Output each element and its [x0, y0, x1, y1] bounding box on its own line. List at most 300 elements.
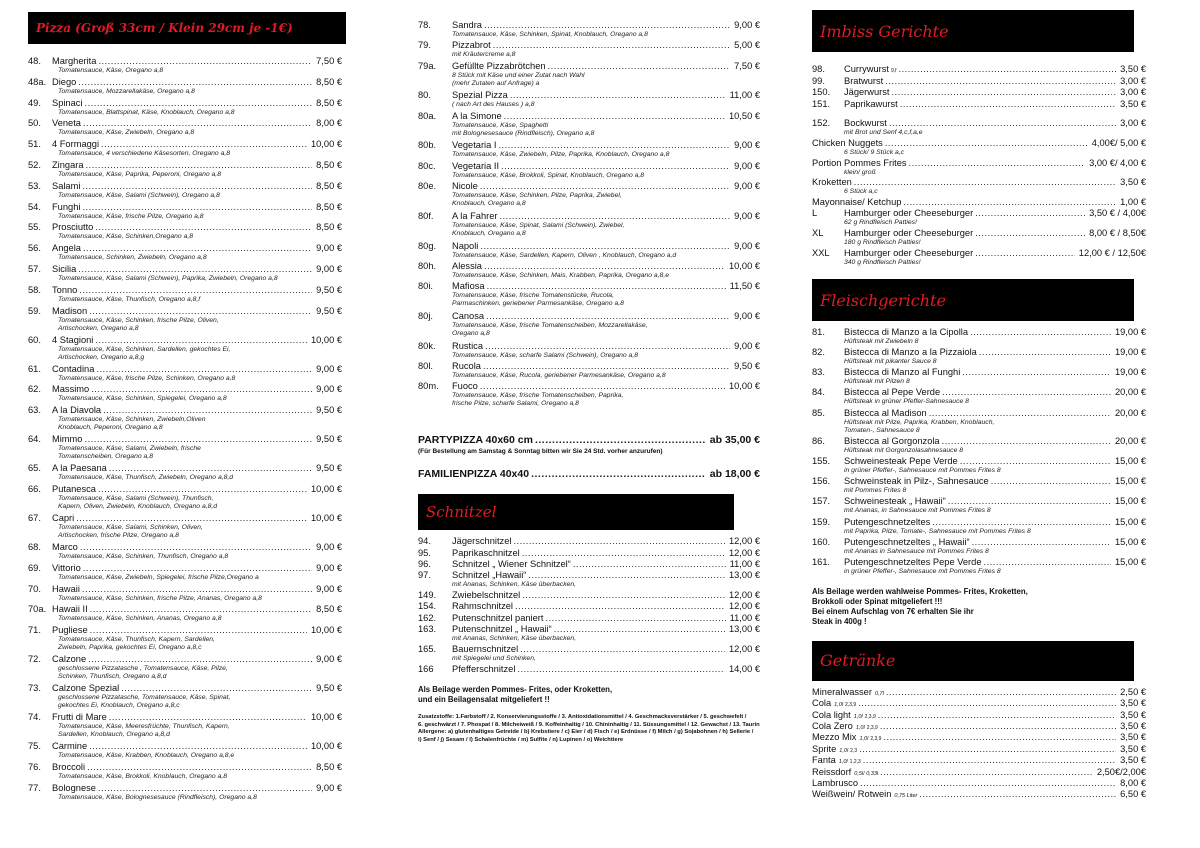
item-number: 65.	[28, 463, 41, 474]
dot-leader	[942, 436, 1111, 447]
item-name: A la Fahrer	[452, 210, 498, 221]
item-description: Tomatensauce, Käse, Schinken, Pilze, Paprika, Zwiebel,	[452, 192, 622, 200]
item-description: Tomatensauce, Käse, Zwiebeln, Spiegelei, frische Pilze,Oregano a	[58, 573, 259, 581]
item-row	[418, 111, 760, 122]
item-description: 6 Stück/ 9 Stück a,c	[844, 148, 905, 156]
zusatz-line: i) Senf / j) Sesam / l) Schalenfrüchte / m) Sulfite / n) Lupinen / o) Weichtiere	[418, 736, 624, 743]
item-price: 12,00 €	[728, 536, 760, 547]
item-row	[418, 601, 760, 612]
item-price: 13,00 €	[728, 624, 760, 635]
item-row: Fanta 1,0l 1,2,3 ..... 3,50 €	[812, 755, 1146, 768]
item-price: 10,00 €	[728, 381, 760, 392]
item-name: Napoli	[452, 240, 479, 251]
item-price: 9,50 €	[316, 683, 342, 694]
item-description: Tomatensauce, Käse, Salami (Schwein), Oregano a,8	[58, 191, 220, 199]
item-number: 80m.	[418, 381, 439, 392]
item-number: 51.	[28, 139, 41, 150]
item-row: Cola 1,0l 2,3,9 ..... 3,50 €	[812, 698, 1146, 711]
item-number: 48a.	[28, 76, 47, 87]
getraenk-item	[812, 755, 1146, 766]
item-row	[28, 335, 342, 346]
item-description: mit Brot und Senf 4,c,f,a,e	[844, 129, 923, 137]
item-price: 3,50 €	[1120, 98, 1146, 109]
item-number: 165.	[418, 644, 437, 655]
item-number: 83.	[812, 367, 825, 378]
item-row	[418, 311, 760, 322]
dot-leader	[483, 361, 730, 372]
pizza-list-2	[418, 20, 760, 411]
dot-leader	[103, 405, 312, 416]
item-description: Tomatensauce, Blattspinat, Käse, Knoblauch, Oregano a,8	[58, 108, 235, 116]
item-description: 8 Stück mit Käse und einer Zutat nach Wahl	[452, 71, 585, 79]
dot-leader	[83, 563, 312, 574]
item-size: 0,5l/ 0,33l	[854, 770, 879, 777]
item-row	[28, 202, 342, 213]
item-number: 154.	[418, 601, 437, 612]
note-line: Steak in 400g !	[812, 616, 867, 626]
item-name: Spezial Pizza	[452, 90, 508, 101]
pizza-item	[28, 306, 342, 335]
item-description: Tomatensauce, Käse, Meeresfrüchte, Thunfisch, Kapern,	[58, 723, 230, 731]
getraenk-item	[812, 721, 1146, 732]
fleisch-item	[812, 436, 1146, 456]
item-row	[418, 613, 760, 624]
item-size: 0,7l	[874, 690, 884, 697]
item-price: 9,00 €	[734, 20, 760, 30]
item-number: 157.	[812, 496, 831, 507]
item-price: 2,50 €	[1120, 686, 1146, 697]
item-row	[812, 99, 1146, 110]
imbiss-item	[812, 208, 1146, 228]
item-row	[28, 384, 342, 395]
item-row: Sprite 1,0l 2,3 ..... 3,50 €	[812, 744, 1146, 757]
item-number: 81.	[812, 327, 825, 338]
dot-leader	[970, 327, 1111, 338]
dot-leader	[548, 61, 731, 72]
item-description: Parmaschinken, geriebener Parmesankäse, Oregano a,8	[452, 300, 624, 308]
item-price: 10,00 €	[310, 334, 342, 345]
dot-leader	[109, 712, 307, 723]
item-name: Schweinesteak „ Hawaii“	[844, 496, 946, 507]
item-description: Kapern, Oliven, Zwiebeln, Knoblauch, Oregano a,8,d	[58, 502, 218, 510]
item-name: Frutti di Mare	[52, 712, 107, 723]
dot-leader	[504, 111, 725, 122]
dot-leader	[480, 241, 730, 252]
item-price: 10,00 €	[310, 741, 342, 752]
item-number: 80b.	[418, 140, 437, 151]
schnitzel-item	[418, 664, 760, 675]
item-price: 3,50 €	[1120, 709, 1146, 720]
item-description: Tomatensauce, Käse, Schinken, Mais, Krabben, Paprika, Oregano a,8,e	[452, 271, 669, 279]
pizza-item	[28, 118, 342, 139]
item-price: 4,00€/ 5,00 €	[1091, 137, 1146, 148]
dot-leader	[480, 181, 730, 192]
item-name: Bistecca di Manzo a la Cipolla	[844, 327, 969, 338]
imbiss-item	[812, 177, 1146, 197]
schnitzel-item	[418, 536, 760, 547]
item-price: 8,50 €	[316, 201, 342, 212]
item-name: Canosa	[452, 311, 485, 322]
item-description: Tomatensauce, Käse, Schinken, Spiegelei, Oregano a,8	[58, 395, 227, 403]
item-name: Mezzo Mix	[812, 732, 857, 743]
item-row	[812, 456, 1146, 467]
item-description: 6 Stück a,c	[844, 188, 878, 196]
partypizza-price: ab 35,00 €	[709, 435, 760, 447]
item-name: Cola light	[812, 709, 851, 720]
item-name: Schnitzel „ Wiener Schnitzel“	[452, 558, 571, 569]
item-name: Bratwurst	[844, 75, 884, 86]
item-row	[812, 778, 1146, 789]
item-name: A la Paesana	[52, 463, 107, 474]
pizza-item	[418, 261, 760, 281]
dot-leader	[900, 99, 1116, 110]
item-description: Zwiebeln, Paprika, gekochtes Ei, Oregano a,8,c	[58, 644, 202, 652]
item-description: Tomatensauce, Käse, Thunfisch, Zwiebeln, Oregano a,8,d	[58, 474, 234, 482]
item-row	[28, 625, 342, 636]
dot-leader	[878, 710, 1116, 721]
item-name: Contadina	[52, 363, 95, 374]
item-price: 3,00 €/ 4,00 €	[1089, 157, 1146, 168]
dot-leader	[510, 90, 726, 101]
dot-leader	[891, 87, 1116, 98]
getraenke-list	[812, 687, 1146, 801]
item-price: 9,00 €	[734, 340, 760, 351]
dot-leader	[889, 118, 1116, 129]
item-name: Reissdorf	[812, 766, 852, 777]
item-price: 10,00 €	[728, 260, 760, 271]
item-price: 15,00 €	[1114, 516, 1146, 527]
item-row	[812, 387, 1146, 398]
dot-leader	[522, 548, 725, 559]
item-name: Putengeschnetzeltes	[844, 516, 931, 527]
item-name: Calzone Spezial	[52, 683, 120, 694]
item-name: Zwiebelschnitzel	[452, 590, 521, 601]
item-name: Bistecca al Pepe Verde	[844, 387, 941, 398]
item-name: Schweinesteak Pepe Verde	[844, 456, 958, 467]
item-name: Weißwein/ Rotwein	[812, 789, 892, 800]
item-row	[28, 264, 342, 275]
item-name: Sprite	[812, 743, 837, 754]
item-price: 20,00 €	[1114, 387, 1146, 398]
schnitzel-item	[418, 548, 760, 559]
item-price: 19,00 €	[1114, 327, 1146, 338]
item-number: 161.	[812, 556, 831, 567]
item-name: Pugliese	[52, 625, 88, 636]
dot-leader	[82, 202, 312, 213]
item-name: Vittorio	[52, 562, 81, 573]
item-row	[28, 463, 342, 474]
dot-leader	[513, 536, 725, 547]
dot-leader	[101, 139, 307, 150]
item-price: 9,00 €	[316, 654, 342, 665]
item-row	[418, 624, 760, 635]
pizza-item	[28, 264, 342, 285]
item-name: Madison	[52, 305, 88, 316]
getraenk-item	[812, 767, 1146, 778]
pizza-item	[28, 604, 342, 625]
item-row	[418, 644, 760, 655]
item-description: Tomatensauce, Käse, Sardellen, Kapern, Oliven , Knoblauch, Oregano a,d	[452, 251, 677, 259]
item-price: 12,00 €	[728, 644, 760, 655]
item-row	[812, 208, 1146, 219]
item-row	[28, 98, 342, 109]
item-size: 1,0l	[839, 747, 849, 754]
item-name: Alessia	[452, 260, 482, 271]
pizza-item	[418, 341, 760, 361]
item-number: 67.	[28, 512, 41, 523]
item-name: Fuoco	[452, 381, 478, 392]
item-number: 95.	[418, 547, 431, 558]
pizza-item	[28, 513, 342, 542]
item-price: 12,00 €	[728, 590, 760, 601]
item-row	[812, 517, 1146, 528]
item-price: 9,00 €	[316, 782, 342, 793]
item-price: 3,00 €	[1120, 87, 1146, 98]
dot-leader	[88, 654, 312, 665]
dot-leader	[89, 306, 312, 317]
item-number: 80j.	[418, 311, 433, 322]
dot-leader	[960, 456, 1111, 467]
imbiss-item	[812, 64, 1146, 76]
item-name: Jägerschnitzel	[452, 536, 512, 547]
item-number: 80k.	[418, 340, 436, 351]
getraenk-item	[812, 778, 1146, 789]
dot-leader	[886, 687, 1116, 698]
item-number: 69.	[28, 562, 41, 573]
item-name: Mafiosa	[452, 281, 485, 292]
item-description: Tomatensauce, Käse, Spinat, Salami (Schwein), Zwiebel,	[452, 221, 625, 229]
item-row	[28, 160, 342, 171]
item-row	[28, 542, 342, 553]
item-price: 9,00 €	[316, 243, 342, 254]
partypizza-row	[418, 435, 760, 446]
pizza-item	[28, 405, 342, 434]
pizza-title: Pizza (Groß 33cm / Klein 29cm je -1€)	[36, 21, 293, 35]
item-row	[812, 327, 1146, 338]
dot-leader	[984, 557, 1111, 568]
getraenk-item	[812, 789, 1146, 800]
item-price: 9,00 €	[734, 181, 760, 192]
dot-leader	[82, 584, 312, 595]
dot-leader	[480, 381, 725, 392]
pizza-item	[28, 741, 342, 762]
item-price: 9,00 €	[316, 384, 342, 395]
pizza-item	[418, 111, 760, 141]
item-price: 9,00 €	[734, 311, 760, 322]
fleisch-item	[812, 347, 1146, 367]
imbiss-item	[812, 118, 1146, 138]
item-number: 149.	[418, 590, 437, 601]
fleisch-item	[812, 408, 1146, 437]
item-number: 151.	[812, 98, 831, 109]
pizza-item	[28, 584, 342, 605]
item-row	[418, 281, 760, 292]
item-name: Chicken Nuggets	[812, 137, 883, 148]
schnitzel-title: Schnitzel	[426, 503, 497, 522]
getraenke-banner	[812, 641, 1134, 681]
item-name: Putengeschnetzeltes Pepe Verde	[844, 556, 982, 567]
item-row	[28, 405, 342, 416]
item-row	[418, 61, 760, 72]
item-row	[418, 559, 760, 570]
schnitzel-item	[418, 570, 760, 590]
dot-leader	[929, 408, 1111, 419]
item-description: mit Ananas, in Sahnesauce mit Pommes Frites 8	[844, 507, 991, 515]
item-price: 3,50 €	[1120, 755, 1146, 766]
item-description: Tomatensauce, Mozzarellakäse, Oregano a,8	[58, 87, 195, 95]
dot-leader	[903, 197, 1116, 208]
pizza-item	[28, 160, 342, 181]
item-description: Tomatensauce, Käse, Rucola, geriebener Parmesankäse, Oregano a,8	[452, 372, 666, 380]
dot-leader	[528, 570, 725, 581]
dot-leader	[859, 744, 1116, 755]
item-number: 80l.	[418, 361, 433, 372]
item-name: Massimo	[52, 384, 90, 395]
dot-leader	[979, 347, 1111, 358]
item-row	[28, 683, 342, 694]
item-name: Prosciutto	[52, 222, 94, 233]
dot-leader	[948, 496, 1111, 507]
item-name: Carmine	[52, 741, 88, 752]
item-row	[28, 222, 342, 233]
pizza-item	[418, 361, 760, 381]
item-row: Cola light 1,0l 2,3,9 ..... 3,50 €	[812, 710, 1146, 723]
item-row	[418, 361, 760, 372]
dot-leader	[90, 604, 312, 615]
item-price: 3,50 €	[1120, 177, 1146, 188]
item-name: Diego	[52, 76, 77, 87]
item-price: 12,00 € / 12,50€	[1078, 247, 1146, 258]
item-description: Tomatensauce, Käse, Krabben, Knoblauch, Oregano a,8,e	[58, 752, 235, 760]
dot-leader	[501, 161, 730, 172]
item-name: Hawaii	[52, 583, 80, 594]
item-description: frische Pilze, scharfe Salami, Oregano a,8	[452, 400, 579, 408]
dot-leader	[493, 40, 730, 51]
item-size: 1,0l	[853, 713, 863, 720]
item-name: Schweinsteak in Pilz-, Sahnesauce	[844, 476, 989, 487]
pizza-item	[418, 40, 760, 60]
pizza-item	[418, 61, 760, 91]
pizza-item	[28, 139, 342, 160]
imbiss-item	[812, 138, 1146, 158]
dot-leader	[82, 181, 312, 192]
item-description: Tomatensauce, Käse, Thunfisch, Kapern, Sardellen,	[58, 636, 215, 644]
item-number: 76.	[28, 761, 41, 772]
item-description: geschlossene Pizzatasche, Tomatensauce, Käse, Spinat,	[58, 694, 231, 702]
dot-leader	[520, 644, 725, 655]
fleisch-beilage-note	[812, 587, 1146, 627]
schnitzel-item	[418, 559, 760, 570]
dot-leader	[883, 732, 1116, 743]
dot-leader	[975, 228, 1085, 239]
pizza-item	[28, 434, 342, 463]
item-description: Tomatensauce, 4 verschiedene Käsesorten, Oregano a,8	[58, 150, 231, 158]
item-name: Bauernschnitzel	[452, 644, 519, 655]
item-row	[812, 476, 1146, 487]
pizza-item	[28, 654, 342, 683]
item-name: Putenschnitzel „ Hawaii“	[452, 624, 552, 635]
dot-leader	[98, 484, 307, 495]
item-description: mit Pommes Frites 8	[844, 487, 907, 495]
item-price: 9,00 €	[316, 263, 342, 274]
item-row	[28, 243, 342, 254]
dot-leader	[909, 158, 1086, 169]
dot-leader	[932, 517, 1111, 528]
dot-leader	[498, 140, 730, 151]
item-price: 8,50 €	[316, 180, 342, 191]
item-row	[418, 536, 760, 547]
item-description: Tomatensauce, Käse, Bolognesesauce (Rindfleisch), Oregano a,8	[58, 793, 257, 801]
item-number: 72.	[28, 654, 41, 665]
pizza-item	[28, 222, 342, 243]
dot-leader	[485, 341, 730, 352]
item-row	[28, 364, 342, 375]
pizza-item	[28, 683, 342, 712]
item-price: 20,00 €	[1114, 407, 1146, 418]
item-number: 80e.	[418, 181, 437, 192]
item-name: Portion Pommes Frites	[812, 157, 907, 168]
item-row	[812, 87, 1146, 98]
item-name: Margherita	[52, 56, 97, 66]
note-line: Brokkoli oder Spinat mitgeliefert !!!	[812, 596, 943, 606]
item-row	[812, 789, 1146, 802]
dot-leader	[942, 387, 1111, 398]
item-price: 10,00 €	[310, 712, 342, 723]
pizza-item	[28, 285, 342, 306]
item-description: Tomatensauce, Käse, frische Tomatenscheiben, Mozzarellakäse,	[452, 322, 648, 330]
item-price: 15,00 €	[1114, 556, 1146, 567]
dot-leader	[972, 537, 1111, 548]
item-row	[418, 548, 760, 559]
fleisch-item	[812, 387, 1146, 407]
dot-leader	[98, 783, 312, 794]
dot-leader	[95, 335, 307, 346]
item-number: 94.	[418, 536, 431, 547]
item-price: 19,00 €	[1114, 367, 1146, 378]
pizza-item	[418, 20, 760, 40]
pizza-item	[28, 77, 342, 98]
dot-leader	[486, 311, 730, 322]
item-description: Hüftsteak mit Gorgonzolasahnesauce 8	[844, 447, 964, 455]
item-description: Tomatensauce, Schinken, Zwiebeln, Oregano a,8	[58, 254, 207, 262]
pizza-item	[28, 783, 342, 804]
item-row	[812, 408, 1146, 419]
item-description: ( nach Art des Hauses ) a,8	[452, 101, 535, 109]
imbiss-item	[812, 87, 1146, 99]
item-number: 80g.	[418, 240, 437, 251]
item-row	[812, 248, 1146, 259]
item-number: 52.	[28, 159, 41, 170]
item-description: Tomatensauce, Käse, Zwiebeln, Oregano a,8	[58, 129, 195, 137]
item-name: Rahmschnitzel	[452, 601, 513, 612]
item-name: Cola Zero	[812, 721, 853, 732]
item-name: Bistecca di Manzo al Funghi	[844, 367, 961, 378]
item-number: 78.	[418, 20, 431, 30]
item-number: 84.	[812, 387, 825, 398]
item-name: Bistecca di Manzo a la Pizzaiola	[844, 347, 977, 358]
item-number: 80h.	[418, 260, 437, 271]
pizza-item	[418, 281, 760, 311]
item-name: Putanesca	[52, 483, 96, 494]
item-row	[28, 604, 342, 615]
getraenk-item	[812, 710, 1146, 721]
dot-leader	[885, 76, 1116, 87]
pizza-item	[418, 90, 760, 110]
item-row	[28, 139, 342, 150]
fleisch-item	[812, 557, 1146, 577]
item-row	[812, 197, 1146, 208]
pizza-item	[418, 311, 760, 341]
